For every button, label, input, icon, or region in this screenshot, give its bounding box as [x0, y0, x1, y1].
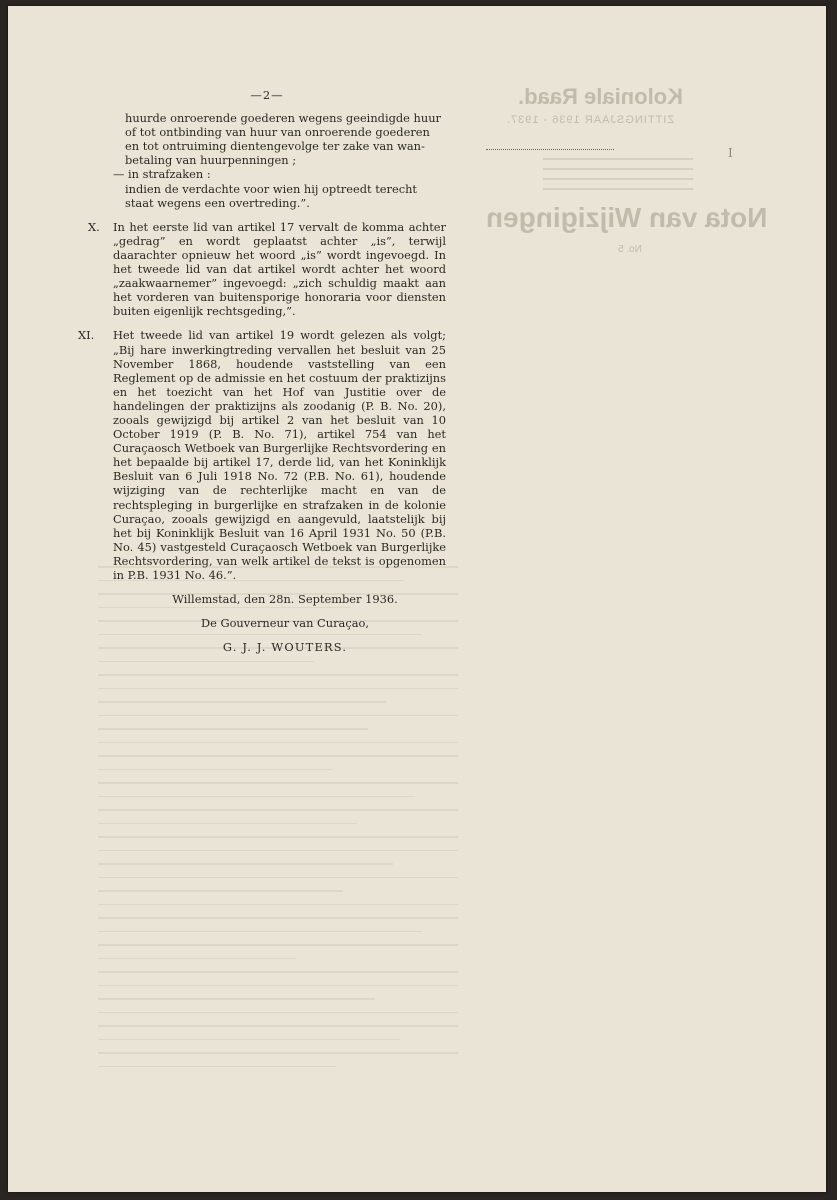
dotted-rule: [486, 149, 614, 150]
item-text: In het eerste lid van artikel 17 vervalt de komma achter „gedrag” en wordt geplaatst achter „is”, terwijl daarachter opnieuw het woord „is” wordt ingevoegd. In het tweede lid van dat artikel wordt achter het woord „zaakwaarnemer” ingevoegd: „zich schuldig maakt aan het vorderen van buitensporige honoraria voor diensten buiten eigenlijk rechtsgeding,”.: [113, 219, 446, 319]
bleed-through-lines: [543, 158, 693, 198]
page-number: —2—: [250, 88, 284, 102]
bleed-through-small: No. 5: [618, 244, 642, 255]
continuation-line: en tot ontruiming dientengevolge ter zake van wan-: [125, 139, 425, 154]
signatory-title: De Gouverneur van Curaçao,: [200, 616, 369, 631]
continuation-paragraph: [88, 111, 446, 210]
bleed-through-subtitle: ZITTINGSJAAR 1936 - 1937.: [506, 114, 675, 126]
continuation-line: betaling van huurpenningen ;: [125, 153, 297, 168]
text-column: [78, 88, 446, 664]
item-number: XI.: [78, 328, 95, 343]
dash-line: — in strafzaken :: [113, 167, 211, 182]
continuation-line: huurde onroerende goederen wegens geeindigde huur: [125, 111, 441, 126]
item-number: X.: [88, 219, 100, 234]
continuation-line: of tot ontbinding van huur van onroerende goederen: [125, 125, 430, 140]
indent-line: indien de verdachte voor wien hij optreedt terecht: [125, 181, 418, 196]
article-item-xi: [78, 328, 446, 582]
signatory-name: G. J. J. WOUTERS.: [222, 640, 348, 655]
place-date: Willemstad, den 28n. September 1936.: [172, 592, 398, 607]
item-text: Het tweede lid van artikel 19 wordt gelezen als volgt; „Bij hare inwerkingtreding vervallen het besluit van 25 November 1868, houdende vaststelling van een Reglement op de admissie en het costuum der praktizijns en het toezicht van het Hof van Justitie over de handelingen der praktizijns als zoodanig (P. B. No. 20), zooals gewijzigd bij artikel 2 van het besluit van 10 October 1919 (P. B. No. 71), artikel 754 van het Curaçaosch Wetboek van Burgerlijke Rechtsvordering en het bepaalde bij artikel 17, derde lid, van het Koninklijk Besluit van 6 Juli 1918 No. 72 (P.B. No. 61), houdende wijziging van de rechterlijke macht en van de rechtspleging in burgerlijke en strafzaken in de kolonie Curaçao, zooals gewijzigd en aangevuld, laatstelijk bij het bij Koninklijk Besluit van 16 April 1931 No. 50 (P.B. No. 45) vastgesteld Curaçaosch Wetboek van Burgerlijke Rechtsvordering, van welk artikel de tekst is opgenomen in P.B. 1931 No. 46.”.: [113, 328, 446, 582]
margin-mark: I: [728, 146, 733, 160]
indent-line: staat wegens een overtreding.”.: [125, 195, 310, 210]
article-item-x: [88, 220, 446, 319]
signature-block: [88, 592, 446, 654]
bleed-through-heading: Nota van Wijzigingen: [486, 202, 768, 233]
document-page: [8, 6, 826, 1192]
bleed-through-title: Koloniale Raad.: [518, 84, 684, 109]
